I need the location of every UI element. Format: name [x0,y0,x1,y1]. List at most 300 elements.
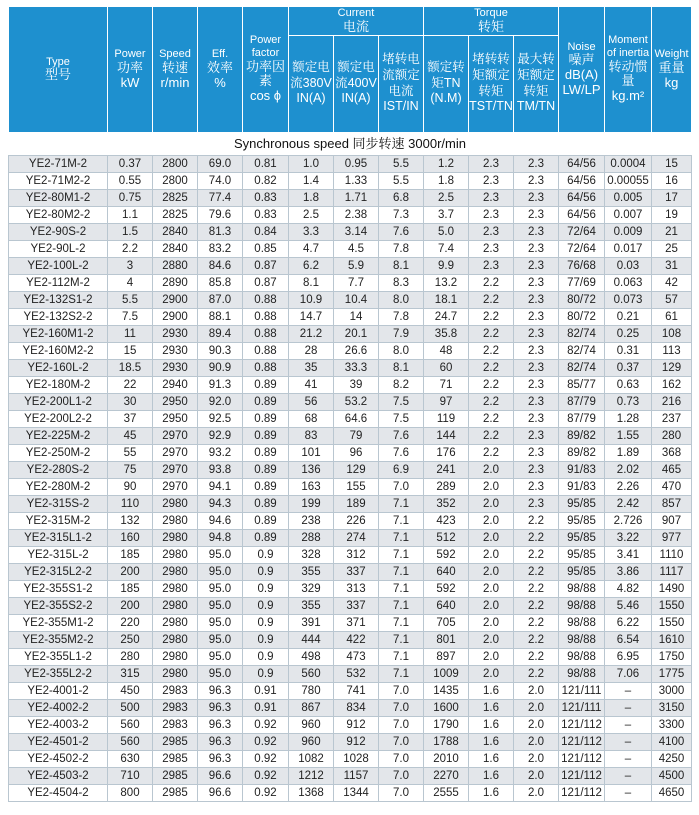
cell-ist-in: 8.0 [379,291,424,308]
cell-eff: 96.6 [198,767,243,784]
cell-speed: 2800 [153,172,198,189]
cell-current-380v: 68 [289,410,334,427]
cell-tst-tn: 2.3 [469,223,514,240]
col-power: Power 功率 kW [108,7,153,133]
cell-ist-in: 7.6 [379,223,424,240]
cell-type: YE2-250M-2 [9,444,108,461]
cell-noise: 72/64 [559,223,605,240]
cell-weight: 3150 [652,699,692,716]
cell-power-factor: 0.9 [243,580,289,597]
cell-noise: 89/82 [559,427,605,444]
cell-power-factor: 0.88 [243,308,289,325]
cell-current-380v: 163 [289,478,334,495]
cell-current-400v: 337 [334,597,379,614]
cell-tst-tn: 2.2 [469,274,514,291]
cell-current-400v: 10.4 [334,291,379,308]
table-row [9,614,692,631]
cell-power-factor: 0.83 [243,206,289,223]
cell-power-factor: 0.89 [243,478,289,495]
cell-noise: 121/112 [559,733,605,750]
cell-speed: 2970 [153,461,198,478]
cell-tst-tn: 2.3 [469,206,514,223]
cell-tst-tn: 2.2 [469,444,514,461]
cell-power: 30 [108,393,153,410]
cell-weight: 42 [652,274,692,291]
cell-ist-in: 8.0 [379,342,424,359]
cell-current-400v: 274 [334,529,379,546]
cell-ist-in: 7.0 [379,699,424,716]
cell-power: 800 [108,784,153,801]
cell-tst-tn: 2.0 [469,529,514,546]
cell-type: YE2-355L2-2 [9,665,108,682]
cell-eff: 87.0 [198,291,243,308]
cell-power-factor: 0.92 [243,733,289,750]
cell-power-factor: 0.89 [243,444,289,461]
cell-speed: 2930 [153,359,198,376]
cell-power-factor: 0.89 [243,410,289,427]
cell-eff: 96.3 [198,733,243,750]
col-inertia: Moment of inertia 转动惯量 kg.m² [605,7,652,133]
table-row [9,733,692,750]
table-row [9,580,692,597]
cell-type: YE2-80M1-2 [9,189,108,206]
cell-noise: 95/85 [559,563,605,580]
cell-rated-torque: 1.2 [424,155,469,172]
cell-power-factor: 0.88 [243,325,289,342]
cell-inertia: 2.26 [605,478,652,495]
cell-current-400v: 96 [334,444,379,461]
cell-type: YE2-315M-2 [9,512,108,529]
cell-type: YE2-160M1-2 [9,325,108,342]
table-row [9,427,692,444]
cell-rated-torque: 18.1 [424,291,469,308]
cell-power: 500 [108,699,153,716]
cell-tm-tn: 2.0 [514,767,559,784]
cell-weight: 15 [652,155,692,172]
cell-tst-tn: 2.3 [469,189,514,206]
table-row [9,631,692,648]
cell-speed: 2840 [153,223,198,240]
cell-weight: 4250 [652,750,692,767]
cell-noise: 87/79 [559,410,605,427]
cell-current-380v: 1.4 [289,172,334,189]
cell-tm-tn: 2.2 [514,546,559,563]
cell-power: 7.5 [108,308,153,325]
cell-rated-torque: 3.7 [424,206,469,223]
cell-rated-torque: 97 [424,393,469,410]
cell-weight: 1117 [652,563,692,580]
cell-rated-torque: 512 [424,529,469,546]
cell-current-400v: 33.3 [334,359,379,376]
cell-power: 220 [108,614,153,631]
cell-weight: 280 [652,427,692,444]
cell-eff: 79.6 [198,206,243,223]
cell-weight: 368 [652,444,692,461]
cell-inertia: – [605,699,652,716]
cell-tm-tn: 2.3 [514,257,559,274]
cell-tst-tn: 1.6 [469,716,514,733]
cell-current-400v: 64.6 [334,410,379,427]
cell-rated-torque: 423 [424,512,469,529]
cell-current-400v: 473 [334,648,379,665]
cell-current-400v: 422 [334,631,379,648]
cell-power-factor: 0.92 [243,716,289,733]
cell-rated-torque: 144 [424,427,469,444]
cell-ist-in: 7.8 [379,240,424,257]
cell-weight: 3300 [652,716,692,733]
cell-speed: 2930 [153,325,198,342]
cell-noise: 95/85 [559,512,605,529]
cell-power-factor: 0.85 [243,240,289,257]
table-row [9,359,692,376]
cell-ist-in: 8.3 [379,274,424,291]
table-row [9,546,692,563]
cell-weight: 17 [652,189,692,206]
cell-eff: 93.8 [198,461,243,478]
cell-tm-tn: 2.3 [514,325,559,342]
cell-rated-torque: 801 [424,631,469,648]
cell-type: YE2-315S-2 [9,495,108,512]
cell-power-factor: 0.91 [243,699,289,716]
cell-noise: 98/88 [559,597,605,614]
cell-eff: 96.3 [198,716,243,733]
cell-rated-torque: 1.8 [424,172,469,189]
cell-ist-in: 7.1 [379,648,424,665]
col-rated-torque: 额定转矩TN (N.M) [424,35,469,132]
cell-current-400v: 189 [334,495,379,512]
table-row [9,529,692,546]
cell-rated-torque: 640 [424,597,469,614]
cell-eff: 89.4 [198,325,243,342]
cell-power-factor: 0.9 [243,631,289,648]
cell-power: 0.75 [108,189,153,206]
cell-current-400v: 1344 [334,784,379,801]
cell-inertia: – [605,716,652,733]
cell-ist-in: 7.1 [379,529,424,546]
cell-noise: 76/68 [559,257,605,274]
cell-tm-tn: 2.3 [514,410,559,427]
cell-power: 75 [108,461,153,478]
cell-power-factor: 0.89 [243,461,289,478]
cell-tst-tn: 2.0 [469,614,514,631]
cell-weight: 57 [652,291,692,308]
cell-power: 55 [108,444,153,461]
cell-current-400v: 1028 [334,750,379,767]
cell-noise: 95/85 [559,495,605,512]
cell-current-400v: 20.1 [334,325,379,342]
cell-tm-tn: 2.0 [514,699,559,716]
cell-type: YE2-100L-2 [9,257,108,274]
cell-inertia: 1.28 [605,410,652,427]
cell-inertia: 7.06 [605,665,652,682]
table-row [9,648,692,665]
cell-power-factor: 0.87 [243,274,289,291]
cell-eff: 95.0 [198,665,243,682]
table-row [9,206,692,223]
cell-tm-tn: 2.2 [514,665,559,682]
cell-power-factor: 0.87 [243,257,289,274]
cell-current-400v: 7.7 [334,274,379,291]
cell-noise: 98/88 [559,648,605,665]
cell-type: YE2-280M-2 [9,478,108,495]
cell-power: 18.5 [108,359,153,376]
cell-current-380v: 21.2 [289,325,334,342]
cell-power-factor: 0.9 [243,597,289,614]
cell-speed: 2985 [153,784,198,801]
cell-noise: 121/112 [559,750,605,767]
cell-tst-tn: 1.6 [469,750,514,767]
cell-eff: 96.3 [198,682,243,699]
cell-inertia: 0.0004 [605,155,652,172]
cell-current-400v: 53.2 [334,393,379,410]
cell-tm-tn: 2.0 [514,784,559,801]
table-row [9,257,692,274]
cell-rated-torque: 35.8 [424,325,469,342]
cell-ist-in: 7.0 [379,682,424,699]
cell-current-400v: 912 [334,716,379,733]
cell-current-380v: 199 [289,495,334,512]
cell-weight: 1775 [652,665,692,682]
cell-current-400v: 14 [334,308,379,325]
cell-current-380v: 329 [289,580,334,597]
cell-tst-tn: 2.0 [469,665,514,682]
cell-ist-in: 7.0 [379,784,424,801]
cell-weight: 61 [652,308,692,325]
cell-current-400v: 741 [334,682,379,699]
cell-type: YE2-280S-2 [9,461,108,478]
cell-inertia: 0.063 [605,274,652,291]
table-row [9,495,692,512]
table-row [9,682,692,699]
cell-inertia: 0.00055 [605,172,652,189]
cell-eff: 93.2 [198,444,243,461]
cell-power: 450 [108,682,153,699]
cell-speed: 2983 [153,716,198,733]
cell-tst-tn: 2.2 [469,342,514,359]
cell-current-380v: 14.7 [289,308,334,325]
cell-tst-tn: 2.2 [469,308,514,325]
cell-type: YE2-90S-2 [9,223,108,240]
cell-tm-tn: 2.3 [514,495,559,512]
col-type: Type 型号 [9,7,108,133]
cell-tst-tn: 2.0 [469,546,514,563]
cell-speed: 2900 [153,291,198,308]
cell-weight: 4650 [652,784,692,801]
cell-ist-in: 5.5 [379,155,424,172]
cell-weight: 216 [652,393,692,410]
cell-power-factor: 0.89 [243,376,289,393]
cell-power: 3 [108,257,153,274]
table-row [9,767,692,784]
cell-current-380v: 238 [289,512,334,529]
cell-power: 15 [108,342,153,359]
cell-current-380v: 780 [289,682,334,699]
cell-type: YE2-180M-2 [9,376,108,393]
cell-current-400v: 0.95 [334,155,379,172]
table-row [9,189,692,206]
cell-inertia: – [605,733,652,750]
cell-current-380v: 28 [289,342,334,359]
cell-current-380v: 328 [289,546,334,563]
cell-power-factor: 0.82 [243,172,289,189]
cell-weight: 25 [652,240,692,257]
cell-inertia: – [605,767,652,784]
cell-noise: 82/74 [559,359,605,376]
cell-current-380v: 960 [289,733,334,750]
cell-type: YE2-4502-2 [9,750,108,767]
cell-noise: 91/83 [559,478,605,495]
cell-tst-tn: 2.0 [469,597,514,614]
cell-inertia: 0.017 [605,240,652,257]
cell-power: 280 [108,648,153,665]
cell-rated-torque: 48 [424,342,469,359]
cell-ist-in: 7.1 [379,631,424,648]
cell-rated-torque: 1790 [424,716,469,733]
cell-weight: 1610 [652,631,692,648]
cell-inertia: 6.95 [605,648,652,665]
table-row [9,274,692,291]
cell-weight: 19 [652,206,692,223]
cell-eff: 95.0 [198,580,243,597]
cell-power: 560 [108,733,153,750]
cell-tm-tn: 2.2 [514,529,559,546]
cell-power-factor: 0.9 [243,665,289,682]
cell-eff: 92.9 [198,427,243,444]
cell-type: YE2-4501-2 [9,733,108,750]
cell-tm-tn: 2.2 [514,512,559,529]
cell-current-400v: 155 [334,478,379,495]
cell-inertia: 0.073 [605,291,652,308]
cell-current-380v: 83 [289,427,334,444]
table-row [9,325,692,342]
cell-current-400v: 313 [334,580,379,597]
cell-speed: 2880 [153,257,198,274]
cell-tst-tn: 2.0 [469,563,514,580]
cell-rated-torque: 1435 [424,682,469,699]
cell-noise: 98/88 [559,614,605,631]
cell-power: 132 [108,512,153,529]
table-body [9,132,692,801]
cell-speed: 2970 [153,478,198,495]
cell-inertia: 1.89 [605,444,652,461]
cell-rated-torque: 176 [424,444,469,461]
cell-tm-tn: 2.3 [514,461,559,478]
cell-eff: 94.1 [198,478,243,495]
cell-power-factor: 0.88 [243,291,289,308]
cell-tm-tn: 2.0 [514,682,559,699]
cell-noise: 121/112 [559,767,605,784]
cell-type: YE2-71M2-2 [9,172,108,189]
cell-speed: 2970 [153,427,198,444]
cell-rated-torque: 897 [424,648,469,665]
cell-rated-torque: 640 [424,563,469,580]
cell-current-400v: 371 [334,614,379,631]
cell-noise: 64/56 [559,172,605,189]
cell-noise: 98/88 [559,580,605,597]
cell-weight: 3000 [652,682,692,699]
cell-tst-tn: 2.3 [469,257,514,274]
cell-eff: 95.0 [198,631,243,648]
cell-noise: 64/56 [559,189,605,206]
col-current-400v: 额定电流400V IN(A) [334,35,379,132]
cell-ist-in: 8.1 [379,257,424,274]
cell-ist-in: 7.3 [379,206,424,223]
cell-current-380v: 1.8 [289,189,334,206]
table-row [9,376,692,393]
table-row [9,750,692,767]
col-speed: Speed 转速 r/min [153,7,198,133]
cell-tst-tn: 1.6 [469,784,514,801]
cell-tm-tn: 2.2 [514,648,559,665]
col-max-torque-ratio: 最大转矩额定转矩TM/TN [514,35,559,132]
cell-inertia: 0.21 [605,308,652,325]
table-row [9,716,692,733]
table-row [9,478,692,495]
cell-ist-in: 7.5 [379,393,424,410]
cell-speed: 2900 [153,308,198,325]
col-power-factor: Power factor 功率因素 cos ϕ [243,7,289,133]
cell-speed: 2980 [153,580,198,597]
group-current: Current 电流 [289,7,424,36]
cell-tm-tn: 2.2 [514,631,559,648]
table-row [9,240,692,257]
cell-eff: 94.3 [198,495,243,512]
cell-noise: 77/69 [559,274,605,291]
cell-noise: 91/83 [559,461,605,478]
cell-rated-torque: 2010 [424,750,469,767]
cell-noise: 98/88 [559,631,605,648]
cell-inertia: 0.73 [605,393,652,410]
cell-inertia: – [605,784,652,801]
cell-current-380v: 136 [289,461,334,478]
cell-power: 200 [108,563,153,580]
cell-current-380v: 10.9 [289,291,334,308]
cell-rated-torque: 241 [424,461,469,478]
table-row [9,223,692,240]
cell-tst-tn: 2.3 [469,240,514,257]
cell-eff: 81.3 [198,223,243,240]
cell-current-380v: 1082 [289,750,334,767]
cell-type: YE2-315L1-2 [9,529,108,546]
cell-ist-in: 6.8 [379,189,424,206]
cell-inertia: 1.55 [605,427,652,444]
cell-tst-tn: 2.0 [469,580,514,597]
cell-noise: 87/79 [559,393,605,410]
col-locked-torque-ratio: 堵转转矩额定转矩TST/TN [469,35,514,132]
cell-current-400v: 4.5 [334,240,379,257]
cell-current-380v: 101 [289,444,334,461]
cell-tst-tn: 2.2 [469,393,514,410]
cell-eff: 84.6 [198,257,243,274]
cell-current-380v: 6.2 [289,257,334,274]
cell-inertia: 6.22 [605,614,652,631]
cell-rated-torque: 71 [424,376,469,393]
cell-power: 200 [108,597,153,614]
cell-power-factor: 0.83 [243,189,289,206]
cell-current-400v: 129 [334,461,379,478]
cell-power: 4 [108,274,153,291]
cell-type: YE2-4504-2 [9,784,108,801]
cell-current-380v: 960 [289,716,334,733]
cell-speed: 2980 [153,512,198,529]
cell-type: YE2-132S2-2 [9,308,108,325]
group-torque: Torque 转矩 [424,7,559,36]
cell-speed: 2840 [153,240,198,257]
cell-weight: 129 [652,359,692,376]
cell-tm-tn: 2.3 [514,206,559,223]
cell-inertia: 5.46 [605,597,652,614]
cell-noise: 80/72 [559,308,605,325]
